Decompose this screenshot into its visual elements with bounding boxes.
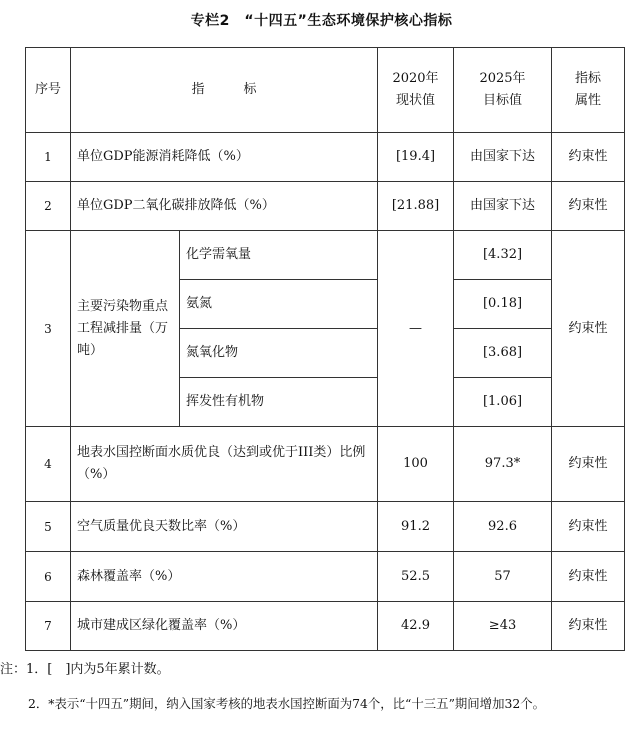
row-seq: 5 <box>26 502 71 552</box>
sub-indicator: 氮氧化物 <box>180 329 378 378</box>
table-row <box>26 552 625 602</box>
row-2020-value: 100 <box>378 427 454 502</box>
row-seq: 1 <box>26 133 71 182</box>
row-2025-value: ≥43 <box>454 602 552 651</box>
row-attribute: 约束性 <box>552 502 625 552</box>
row-2025-value: 由国家下达 <box>454 182 552 231</box>
header-2025-label: 目标值 <box>483 93 523 108</box>
table-row <box>26 182 625 231</box>
row-attribute: 约束性 <box>552 552 625 602</box>
sub-indicator: 化学需氧量 <box>180 231 378 280</box>
row-2020-value: 91.2 <box>378 502 454 552</box>
header-2020-status <box>378 48 454 133</box>
table-title: 专栏2 “十四五”生态环境保护核心指标 <box>190 13 453 29</box>
row-indicator: 空气质量优良天数比率（%） <box>71 502 378 552</box>
note-1: 注：1．[ ]内为5年累计数。 <box>0 662 170 677</box>
row-2020-value: — <box>378 231 454 427</box>
header-2025-year: 2025年 <box>479 71 526 86</box>
table-row <box>26 427 625 502</box>
row-attribute: 约束性 <box>552 231 625 427</box>
note-2: 2．*表示“十四五”期间，纳入国家考核的地表水国控断面为74个，比“十三五”期间增加32个。 <box>28 696 546 711</box>
header-attr-line2: 属性 <box>575 93 602 108</box>
row-indicator: 单位GDP二氧化碳排放降低（%） <box>71 182 378 231</box>
row-indicator: 地表水国控断面水质优良（达到或优于III类）比例（%） <box>71 427 378 502</box>
row-attribute: 约束性 <box>552 182 625 231</box>
sub-2025-value: [0.18] <box>454 280 552 329</box>
row-2020-value: 42.9 <box>378 602 454 651</box>
table-row <box>26 502 625 552</box>
row-indicator: 城市建成区绿化覆盖率（%） <box>71 602 378 651</box>
row-2020-value: [21.88] <box>378 182 454 231</box>
table-header-row <box>26 48 625 133</box>
header-2020-year: 2020年 <box>392 71 439 86</box>
table-row <box>26 133 625 182</box>
row-2020-value: [19.4] <box>378 133 454 182</box>
row-2020-value: 52.5 <box>378 552 454 602</box>
row-attribute: 约束性 <box>552 133 625 182</box>
row-seq: 2 <box>26 182 71 231</box>
row-seq: 3 <box>26 231 71 427</box>
header-indicator: 指 标 <box>71 48 378 133</box>
indicator-table <box>25 47 625 651</box>
header-2020-label: 现状值 <box>396 93 436 108</box>
row-attribute: 约束性 <box>552 427 625 502</box>
header-2025-target <box>454 48 552 133</box>
row-indicator: 单位GDP能源消耗降低（%） <box>71 133 378 182</box>
row-seq: 7 <box>26 602 71 651</box>
table-row <box>26 231 625 280</box>
sub-indicator: 挥发性有机物 <box>180 378 378 427</box>
header-attribute <box>552 48 625 133</box>
row-2025-value: 97.3* <box>454 427 552 502</box>
row-seq: 4 <box>26 427 71 502</box>
sub-2025-value: [3.68] <box>454 329 552 378</box>
sub-2025-value: [1.06] <box>454 378 552 427</box>
header-attr-line1: 指标 <box>575 71 602 86</box>
table-row <box>26 602 625 651</box>
row-indicator: 主要污染物重点工程减排量（万吨） <box>71 231 180 427</box>
row-indicator: 森林覆盖率（%） <box>71 552 378 602</box>
sub-2025-value: [4.32] <box>454 231 552 280</box>
row-2025-value: 92.6 <box>454 502 552 552</box>
row-attribute: 约束性 <box>552 602 625 651</box>
row-2025-value: 由国家下达 <box>454 133 552 182</box>
sub-indicator: 氨氮 <box>180 280 378 329</box>
header-seq: 序号 <box>26 48 71 133</box>
row-seq: 6 <box>26 552 71 602</box>
row-2025-value: 57 <box>454 552 552 602</box>
